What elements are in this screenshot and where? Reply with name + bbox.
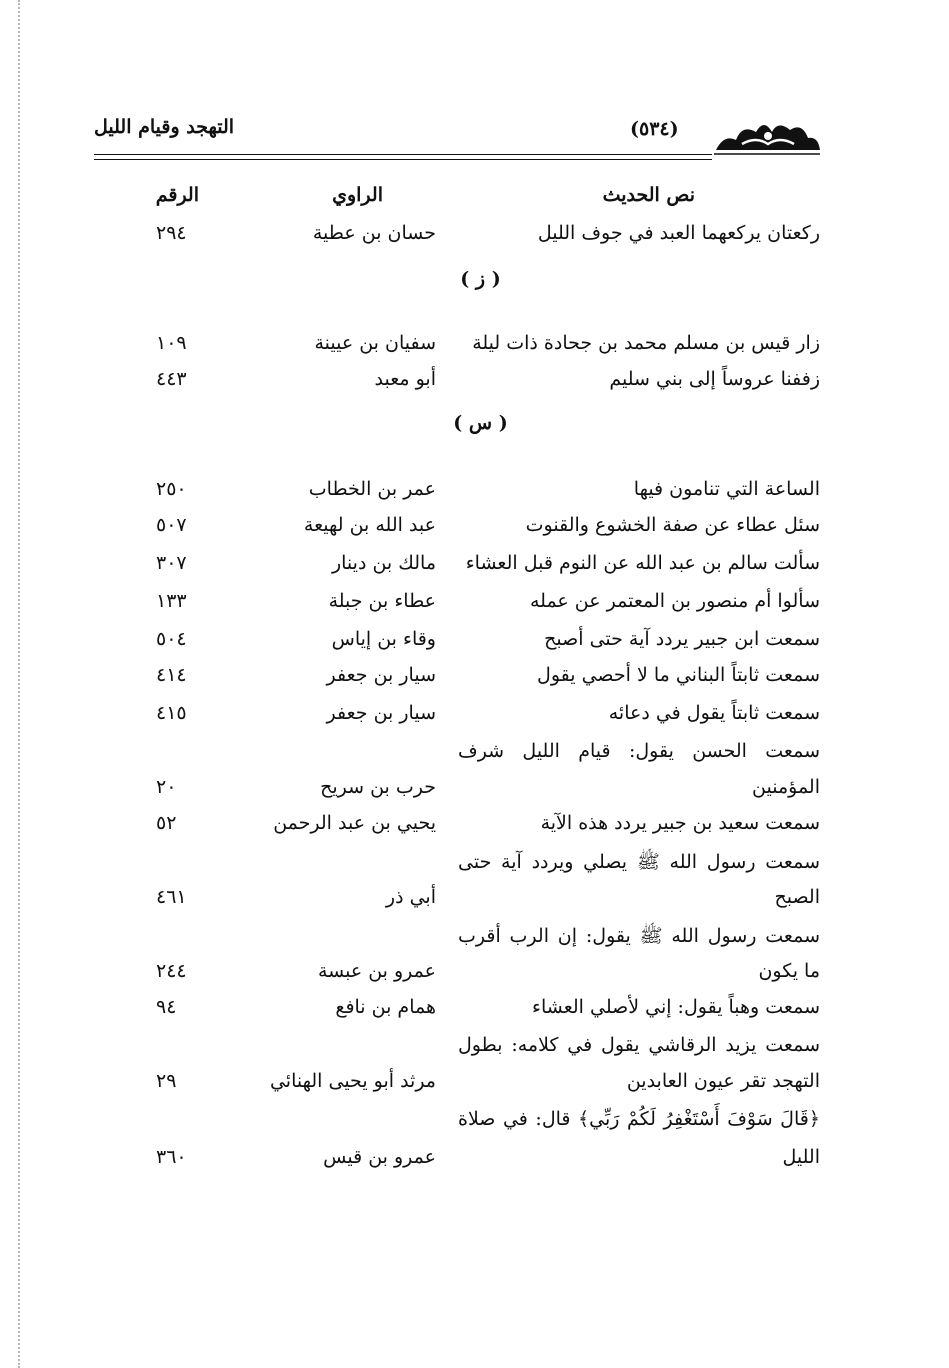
- column-header-text: نص الحديث: [602, 184, 695, 206]
- hadith-text: المؤمنين: [752, 776, 820, 798]
- hadith-text: سمعت يزيد الرقاشي يقول في كلامه: بطول: [458, 1034, 820, 1056]
- header-rule: [94, 154, 712, 160]
- narrator-name: عمر بن الخطاب: [308, 478, 436, 500]
- hadith-text: سمعت رسول الله ﷺ يقول: إن الرب أقرب: [458, 925, 820, 947]
- hadith-number: ٢٤٤: [156, 960, 187, 982]
- hadith-text: سألت سالم بن عبد الله عن النوم قبل العشاء: [465, 552, 820, 574]
- narrator-name: وقاء بن إياس: [331, 628, 436, 650]
- hadith-number: ٢٥٠: [156, 478, 187, 500]
- index-row: [130, 702, 820, 736]
- column-header-number: الرقم: [155, 184, 199, 206]
- hadith-number: ٣٠٧: [156, 552, 187, 574]
- hadith-text: سمعت رسول الله ﷺ يصلي ويردد آية حتى: [458, 851, 820, 873]
- hadith-number: ٢٩: [156, 1070, 177, 1092]
- hadith-text: زار قيس بن مسلم محمد بن جحادة ذات ليلة: [472, 332, 820, 354]
- narrator-name: عمرو بن قيس: [323, 1146, 436, 1168]
- narrator-name: حرب بن سريح: [320, 776, 436, 798]
- hadith-number: ٢٩٤: [156, 222, 187, 244]
- index-row: [130, 776, 820, 810]
- hadith-text: ركعتان يركعهما العبد في جوف الليل: [537, 222, 820, 244]
- hadith-number: ١٣٣: [156, 590, 187, 612]
- hadith-text: سمعت الحسن يقول: قيام الليل شرف: [458, 740, 820, 762]
- index-row: [130, 664, 820, 698]
- index-row: [130, 332, 820, 366]
- index-row: [130, 740, 820, 774]
- narrator-name: سفيان بن عيينة: [314, 332, 436, 354]
- ornament-icon: [712, 114, 822, 156]
- index-row: [130, 478, 820, 512]
- scan-margin-dots: [18, 0, 20, 1368]
- hadith-text: سئل عطاء عن صفة الخشوع والقنوت: [525, 514, 820, 536]
- page-header: [94, 108, 822, 160]
- hadith-number: ٤١٥: [156, 702, 187, 724]
- hadith-text: الساعة التي تنامون فيها: [633, 478, 820, 500]
- narrator-name: يحيي بن عبد الرحمن: [273, 812, 436, 834]
- index-row: [130, 552, 820, 586]
- hadith-number: ٤٤٣: [156, 368, 187, 390]
- index-row: [130, 590, 820, 624]
- hadith-number: ٢٠: [156, 776, 177, 798]
- index-row: [130, 628, 820, 662]
- index-row: [130, 368, 820, 402]
- hadith-number: ٤١٤: [156, 664, 187, 686]
- hadith-number: ٥٠٧: [156, 514, 187, 536]
- narrator-name: عطاء بن جبلة: [328, 590, 436, 612]
- hadith-number: ٩٤: [156, 996, 177, 1018]
- narrator-name: أبي ذر: [385, 886, 436, 908]
- hadith-number: ٥٢: [156, 812, 177, 834]
- index-row: [130, 996, 820, 1030]
- narrator-name: أبو معبد: [374, 368, 436, 390]
- hadith-text: سمعت ثابتاً البناني ما لا أحصي يقول: [537, 664, 820, 686]
- index-row: [130, 960, 820, 994]
- index-row: [130, 1034, 820, 1068]
- index-row: [130, 1070, 820, 1104]
- index-row: [130, 850, 820, 884]
- narrator-name: سيار بن جعفر: [326, 702, 436, 724]
- index-row: [130, 886, 820, 920]
- narrator-name: مالك بن دينار: [331, 552, 436, 574]
- section-letter-heading: [0, 268, 949, 290]
- hadith-number: ٤٦١: [156, 886, 187, 908]
- index-row: [130, 1146, 820, 1180]
- hadith-text: التهجد تقر عيون العابدين: [626, 1070, 820, 1092]
- hadith-text: ما يكون: [758, 960, 820, 982]
- column-header-narrator: الراوي: [332, 184, 383, 206]
- index-row: [130, 514, 820, 548]
- index-row: [130, 924, 820, 958]
- index-row: [130, 812, 820, 846]
- narrator-name: مرثد أبو يحيى الهنائي: [269, 1070, 436, 1092]
- hadith-text: زففنا عروساً إلى بني سليم: [609, 368, 820, 390]
- hadith-text: سمعت ثابتاً يقول في دعائه: [608, 702, 820, 724]
- hadith-text: ﴿قَالَ سَوْفَ أَسْتَغْفِرُ لَكُمْ رَبِّي﴾ قال: في صلاة: [458, 1108, 820, 1130]
- hadith-text: سمعت ابن جبير يردد آية حتى أصبح: [544, 628, 820, 650]
- hadith-text: سمعت سعيد بن جبير يردد هذه الآية: [540, 812, 820, 834]
- hadith-number: ١٠٩: [156, 332, 187, 354]
- narrator-name: عبد الله بن لهيعة: [303, 514, 436, 536]
- hadith-number: ٥٠٤: [156, 628, 187, 650]
- hadith-text: سألوا أم منصور بن المعتمر عن عمله: [529, 590, 820, 612]
- hadith-text: الصبح: [774, 886, 820, 908]
- narrator-name: حسان بن عطية: [312, 222, 436, 244]
- index-row: [130, 222, 820, 256]
- narrator-name: همام بن نافع: [335, 996, 436, 1018]
- index-row: [130, 1108, 820, 1142]
- narrator-name: سيار بن جعفر: [326, 664, 436, 686]
- section-letter-label: ( س ): [453, 412, 508, 434]
- hadith-text: سمعت وهباً يقول: إني لأصلي العشاء: [532, 996, 820, 1018]
- running-title: التهجد وقيام الليل: [94, 116, 235, 138]
- narrator-name: عمرو بن عبسة: [317, 960, 436, 982]
- page-number: (٥٣٤): [630, 118, 679, 140]
- hadith-number: ٣٦٠: [156, 1146, 187, 1168]
- section-letter-heading: [0, 412, 949, 434]
- hadith-text: الليل: [782, 1146, 820, 1168]
- section-letter-label: ( ز ): [460, 268, 501, 290]
